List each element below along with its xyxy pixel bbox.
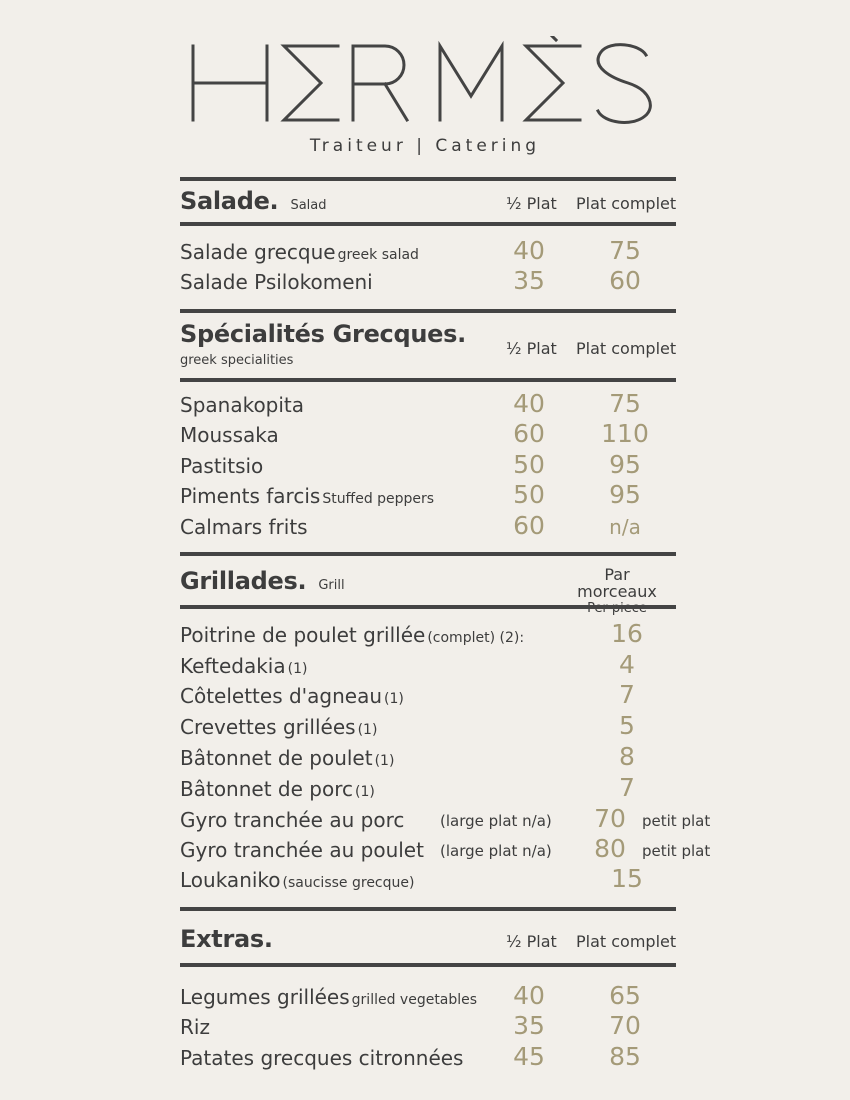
price-full: 75 <box>609 236 641 265</box>
price-half: 40 <box>513 236 545 265</box>
section-divider <box>180 907 676 911</box>
section-subtitle: greek specialities <box>180 353 294 368</box>
menu-item: Bâtonnet de porc (1) 7 <box>180 773 635 802</box>
menu-item: Pastitsio 50 95 <box>180 450 641 479</box>
section-divider <box>180 605 676 609</box>
menu-item: Piments farcis Stuffed peppers 50 95 <box>180 480 641 509</box>
price-half: 35 <box>513 266 545 295</box>
column-half-plate: ½ Plat <box>506 932 557 951</box>
section-divider <box>180 177 676 181</box>
section-divider <box>180 309 676 313</box>
menu-item: Loukaniko (saucisse grecque) 15 <box>180 864 643 893</box>
section-title-grillades: Grillades. Grill <box>180 567 345 595</box>
column-full-plate: Plat complet <box>576 932 677 951</box>
hermes-logo <box>0 36 850 126</box>
section-title-salade: Salade. Salad <box>180 187 327 215</box>
menu-item: Riz 35 70 <box>180 1011 641 1040</box>
menu-item: Salade Psilokomeni 35 60 <box>180 270 740 300</box>
menu-item: Bâtonnet de poulet (1) 8 <box>180 742 635 771</box>
tagline: Traiteur | Catering <box>309 136 541 156</box>
menu-item: Keftedakia (1) 4 <box>180 650 635 679</box>
section-title-extras: Extras. <box>180 925 273 953</box>
column-half-plate: ½ Plat <box>506 194 557 213</box>
menu-item: Poitrine de poulet grillée (complet) (2): 16 <box>180 619 643 648</box>
column-full-plate: Plat complet <box>576 339 677 358</box>
column-full-plate: Plat complet <box>576 194 677 213</box>
section-divider <box>180 552 676 556</box>
section-title-specialites: Spécialités Grecques. <box>180 320 466 348</box>
section-divider <box>180 222 676 226</box>
menu-item: Gyro tranchée au poulet (large plat n/a) 80 petit plat <box>180 834 711 863</box>
menu-item: Côtelettes d'agneau (1) 7 <box>180 680 635 709</box>
section-divider <box>180 378 676 382</box>
section-divider <box>180 963 676 967</box>
menu-item: Salade grecque greek salad 40 75 <box>180 240 740 270</box>
menu-item: Calmars frits 60 n/a <box>180 511 641 540</box>
column-half-plate: ½ Plat <box>506 339 557 358</box>
menu-item: Legumes grillées grilled vegetables 40 65 <box>180 981 641 1010</box>
price-full: 60 <box>609 266 641 295</box>
menu-item: Gyro tranchée au porc (large plat n/a) 70 petit plat <box>180 804 711 833</box>
column-per-piece: Par morceaux <box>577 565 657 601</box>
menu-item: Patates grecques citronnées 45 85 <box>180 1042 641 1071</box>
menu-item: Moussaka 60 110 <box>180 419 649 448</box>
menu-item: Spanakopita 40 75 <box>180 389 641 418</box>
menu-item: Crevettes grillées (1) 5 <box>180 711 635 740</box>
